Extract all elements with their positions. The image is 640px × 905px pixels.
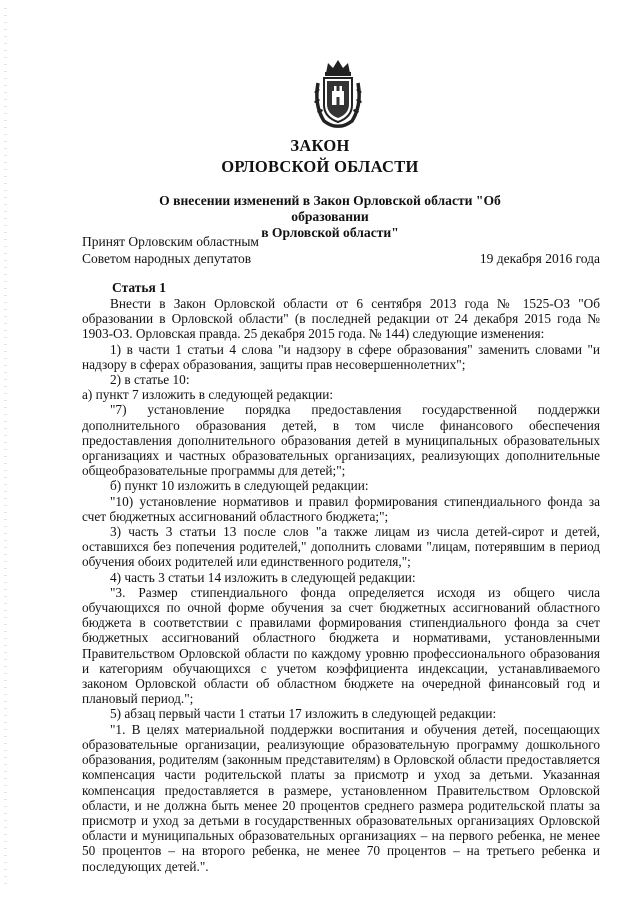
article-paragraph: "10) установление нормативов и правил формирования стипендиального фонда за счет бюджетных ассигнований областного бюджета;"; xyxy=(82,493,600,524)
adoption-date: 19 декабря 2016 года xyxy=(479,251,600,266)
article-paragraph: 4) часть 3 статьи 14 изложить в следующей редакции: xyxy=(110,569,416,585)
adoption-line-1: Принят Орловским областным xyxy=(82,234,259,249)
coat-of-arms-emblem xyxy=(312,57,364,129)
law-subject-line-2: в Орловской области" xyxy=(261,225,399,240)
law-subject-line-1: О внесении изменений в Закон Орловской области "Об образовании xyxy=(159,193,501,224)
adoption-line-2: Советом народных депутатов xyxy=(82,250,252,266)
law-title-line-1: ЗАКОН xyxy=(290,136,350,155)
article-paragraph: "3. Размер стипендиального фонда определяется исходя из общего числа обучающихся по очной форме обучения за счет бюджетных ассигнований областного бюджета в соответствии с правилами формирования стипендиального фонда за счет бюджетных ассигнований областного бюджета и нормативами, установленными Правительством Орловской области по каждому уровню профессионального образования и категориям обучающихся с учетом коэффициента индексации, устанавливаемого законом Орловской области об областном бюджете на очередной финансовый год и плановый период."; xyxy=(82,584,600,707)
article-paragraph: Внести в Закон Орловской области от 6 сентября 2013 года № 1525-ОЗ "Об образовании в Орловской области" (в последней редакции от 24 декабря 2015 года № 1903-ОЗ. Орловская правда. 25 декабря 2015 года. № 144) следующие изменения: xyxy=(82,296,600,342)
article-paragraph: "7) установление порядка предоставления государственной поддержки дополнительного образования детей, в том числе финансового обеспечения предоставления дополнительного образования детей в муниципальных образовательных организациях и частных образовательных организациях, реализующих дополнительные общеобразовательные программы для детей;"; xyxy=(82,402,600,479)
article-title: Статья 1 xyxy=(112,280,166,295)
article-paragraph: 1) в части 1 статьи 4 слова "и надзору в сфере образования" заменить словами "и надзору в сферах образования, защиты прав несовершеннолетних"; xyxy=(82,341,600,372)
article-paragraph: 5) абзац первый части 1 статьи 17 изложить в следующей редакции: xyxy=(110,706,497,722)
article-paragraph: а) пункт 7 изложить в следующей редакции: xyxy=(82,387,334,403)
article-paragraph: 2) в статье 10: xyxy=(110,372,190,388)
article-body xyxy=(82,296,600,874)
adoption-block xyxy=(82,234,259,267)
article-paragraph: "1. В целях материальной поддержки воспитания и обучения детей, посещающих образовательные организации, реализующие образовательную программу дошкольного образования, родителям (законным представителям) в Орловской области предоставляется компенсация части родительской платы за присмотр и уход за детьми. Указанная компенсация предоставляется в размере, установленном Правительством Орловской области, и не должна быть менее 20 процентов среднего размера родительской платы за присмотр и уход за детьми в государственных образовательных организациях Орловской области и муниципальных образовательных организациях – на первого ребенка, не менее 50 процентов – на второго ребенка, не менее 70 процентов – на третьего ребенка и последующих детей.". xyxy=(82,721,600,874)
article-paragraph: 3) часть 3 статьи 13 после слов "а также лицам из числа детей-сирот и детей, оставшихся без попечения родителей," дополнить словами "лицам, потерявшим в период обучения обоих родителей или единственного родителя,"; xyxy=(82,524,600,570)
article-paragraph: б) пункт 10 изложить в следующей редакции: xyxy=(110,478,369,494)
law-title-line-2: ОРЛОВСКОЙ ОБЛАСТИ xyxy=(221,157,419,176)
